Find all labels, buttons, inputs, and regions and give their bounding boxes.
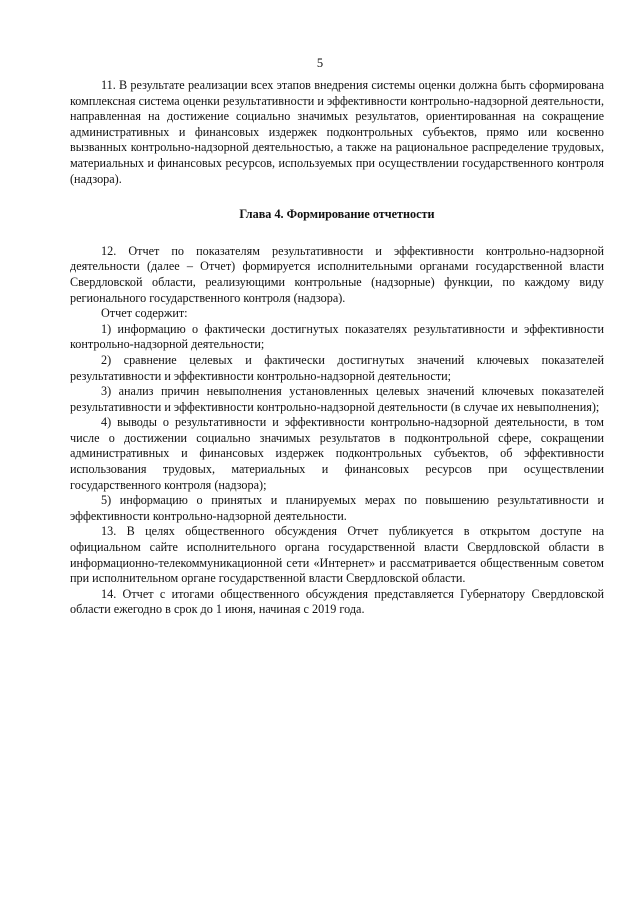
paragraph-12: 12. Отчет по показателям результативности и эффективности контрольно-надзорной деятельности (далее – Отчет) формируется исполнительными органами государственной власти Свердловской области, реализующими контрольные (надзорные) функции, по каждому виду регионального государственного контроля (надзора). [70,243,604,305]
paragraph-11: 11. В результате реализации всех этапов внедрения системы оценки должна быть сформирована комплексная система оценки результативности и эффективности контрольно-надзорной деятельности, направленная на достижение социально значимых результатов, ориентированная на сокращение административных и финансовых издержек подконтрольных субъектов, прямо или косвенно вызванных контрольно-надзорной деятельностью, а также на рациональное распределение трудовых, материальных и финансовых ресурсов, используемых при осуществлении государственного контроля (надзора). [70,78,604,186]
list-item-2: 2) сравнение целевых и фактически достигнутых значений ключевых показателей результативности и эффективности контрольно-надзорной деятельности; [70,352,604,383]
list-item-3: 3) анализ причин невыполнения установленных целевых значений ключевых показателей результативности и эффективности контрольно-надзорной деятельности (в случае их невыполнения); [70,384,604,414]
list-item-1: 1) информацию о фактически достигнутых показателях результативности и эффективности контрольно-надзорной деятельности; [70,321,604,352]
document-body [70,78,604,618]
paragraph-14: 14. Отчет с итогами общественного обсуждения представляется Губернатору Свердловской области ежегодно в срок до 1 июня, начиная с 2019 года. [70,586,604,617]
page-number: 5 [316,56,324,70]
paragraph-13: 13. В целях общественного обсуждения Отчет публикуется в открытом доступе на официальном сайте исполнительного органа государственной власти Свердловской области в информационно-телекоммуникационной сети «Интернет» и рассматривается общественным советом при исполнительном органе государственной власти Свердловской области. [70,524,604,586]
chapter-heading: Глава 4. Формирование отчетности [239,207,435,222]
list-item-4: 4) выводы о результативности и эффективности контрольно-надзорной деятельности, в том числе о достижении социально значимых результатов в подконтрольной сфере, сокращении административных и финансовых издержек подконтрольных субъектов, об эффективности использования трудовых, материальных и финансовых ресурсов при осуществлении государственного контроля (надзора); [70,415,604,492]
report-contents-intro: Отчет содержит: [101,306,188,321]
list-item-5: 5) информацию о принятых и планируемых мерах по повышению результативности и эффективности контрольно-надзорной деятельности. [70,493,604,523]
